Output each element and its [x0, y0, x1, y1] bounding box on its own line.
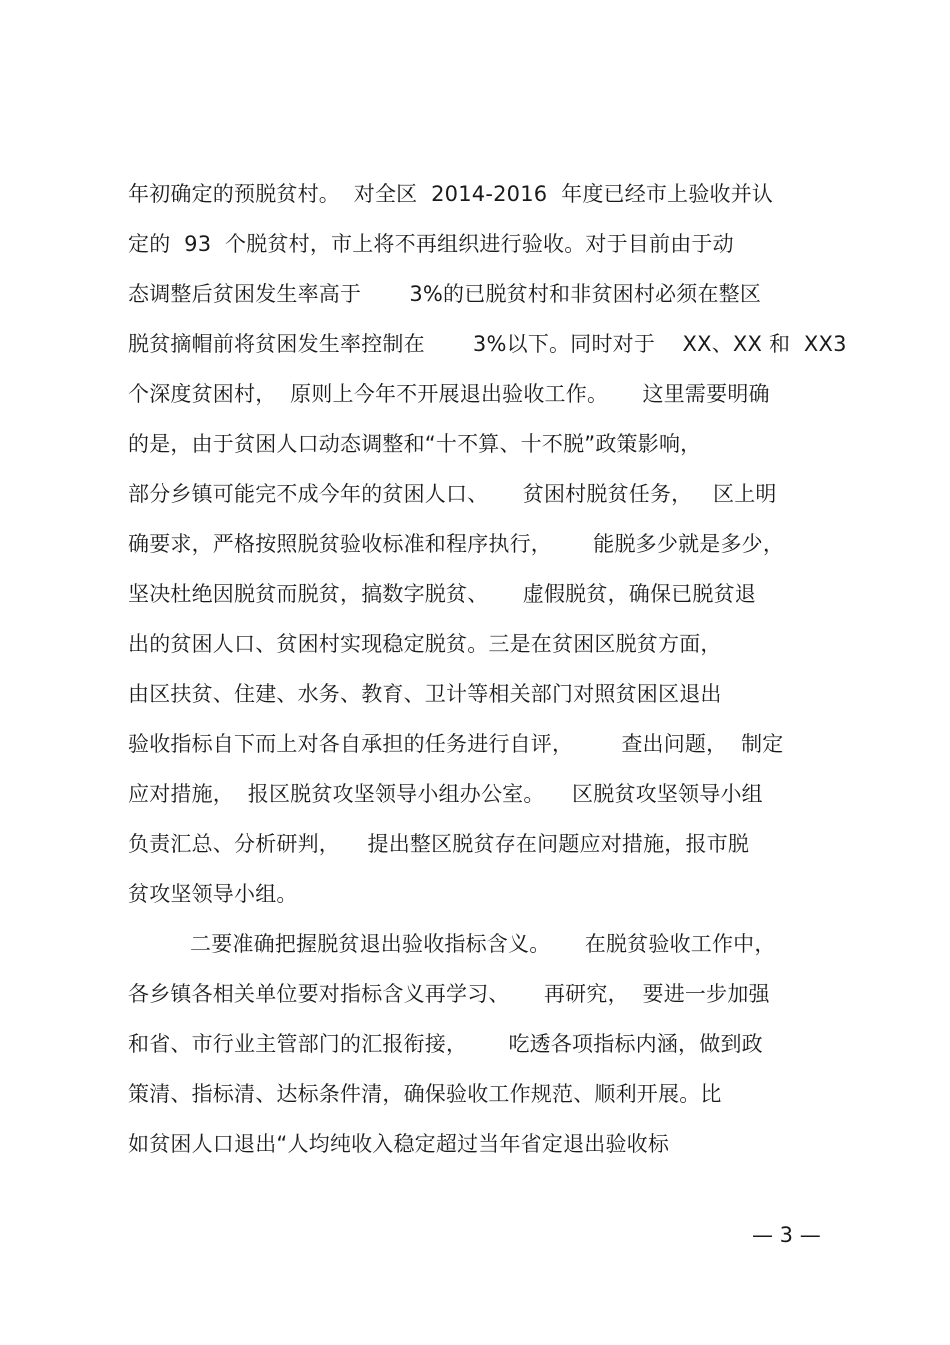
text-line-1: 年初确定的预脱贫村。 对全区 2014-2016 年度已经市上验收并认	[128, 182, 774, 206]
text-line-13: 应对措施， 报区脱贫攻坚领导小组办公室。 区脱贫攻坚领导小组	[128, 782, 763, 806]
text-line-7: 部分乡镇可能完不成今年的贫困人口、 贫困村脱贫任务， 区上明	[128, 482, 777, 506]
text-line-14: 负责汇总、分析研判， 提出整区脱贫存在问题应对措施，报市脱	[128, 832, 750, 856]
text-line-11: 由区扶贫、住建、水务、教育、卫计等相关部门对照贫困区退出	[128, 682, 722, 706]
text-line-16: 二要准确把握脱贫退出验收指标含义。 在脱贫验收工作中，	[190, 932, 776, 956]
text-line-8: 确要求，严格按照脱贫验收标准和程序执行， 能脱多少就是多少，	[128, 532, 785, 556]
text-line-10: 出的贫困人口、贫困村实现稳定脱贫。三是在贫困区脱贫方面，	[128, 632, 722, 656]
page-number: — 3 —	[752, 1223, 821, 1247]
text-line-18: 和省、市行业主管部门的汇报衔接， 吃透各项指标内涵，做到政	[128, 1032, 763, 1056]
text-line-17: 各乡镇各相关单位要对指标含义再学习、 再研究， 要进一步加强	[128, 982, 770, 1006]
text-line-5: 个深度贫困村， 原则上今年不开展退出验收工作。 这里需要明确	[128, 382, 770, 406]
text-line-3: 态调整后贫困发生率高于 3%的已脱贫村和非贫困村必须在整区	[128, 282, 762, 306]
text-line-20: 如贫困人口退出“人均纯收入稳定超过当年省定退出验收标	[128, 1132, 670, 1156]
text-line-9: 坚决杜绝因脱贫而脱贫，搞数字脱贫、 虚假脱贫，确保已脱贫退	[128, 582, 756, 606]
text-line-6: 的是，由于贫困人口动态调整和“十不算、十不脱”政策影响，	[128, 432, 702, 456]
text-line-2: 定的 93 个脱贫村，市上将不再组织进行验收。对于目前由于动	[128, 232, 734, 256]
text-line-19: 策清、指标清、达标条件清，确保验收工作规范、顺利开展。比	[128, 1082, 722, 1106]
text-line-15: 贫攻坚领导小组。	[128, 882, 298, 906]
text-line-12: 验收指标自下而上对各自承担的任务进行自评， 查出问题， 制定	[128, 732, 784, 756]
text-line-4: 脱贫摘帽前将贫困发生率控制在 3%以下。同时对于 XX、XX 和 XX3	[128, 332, 847, 356]
